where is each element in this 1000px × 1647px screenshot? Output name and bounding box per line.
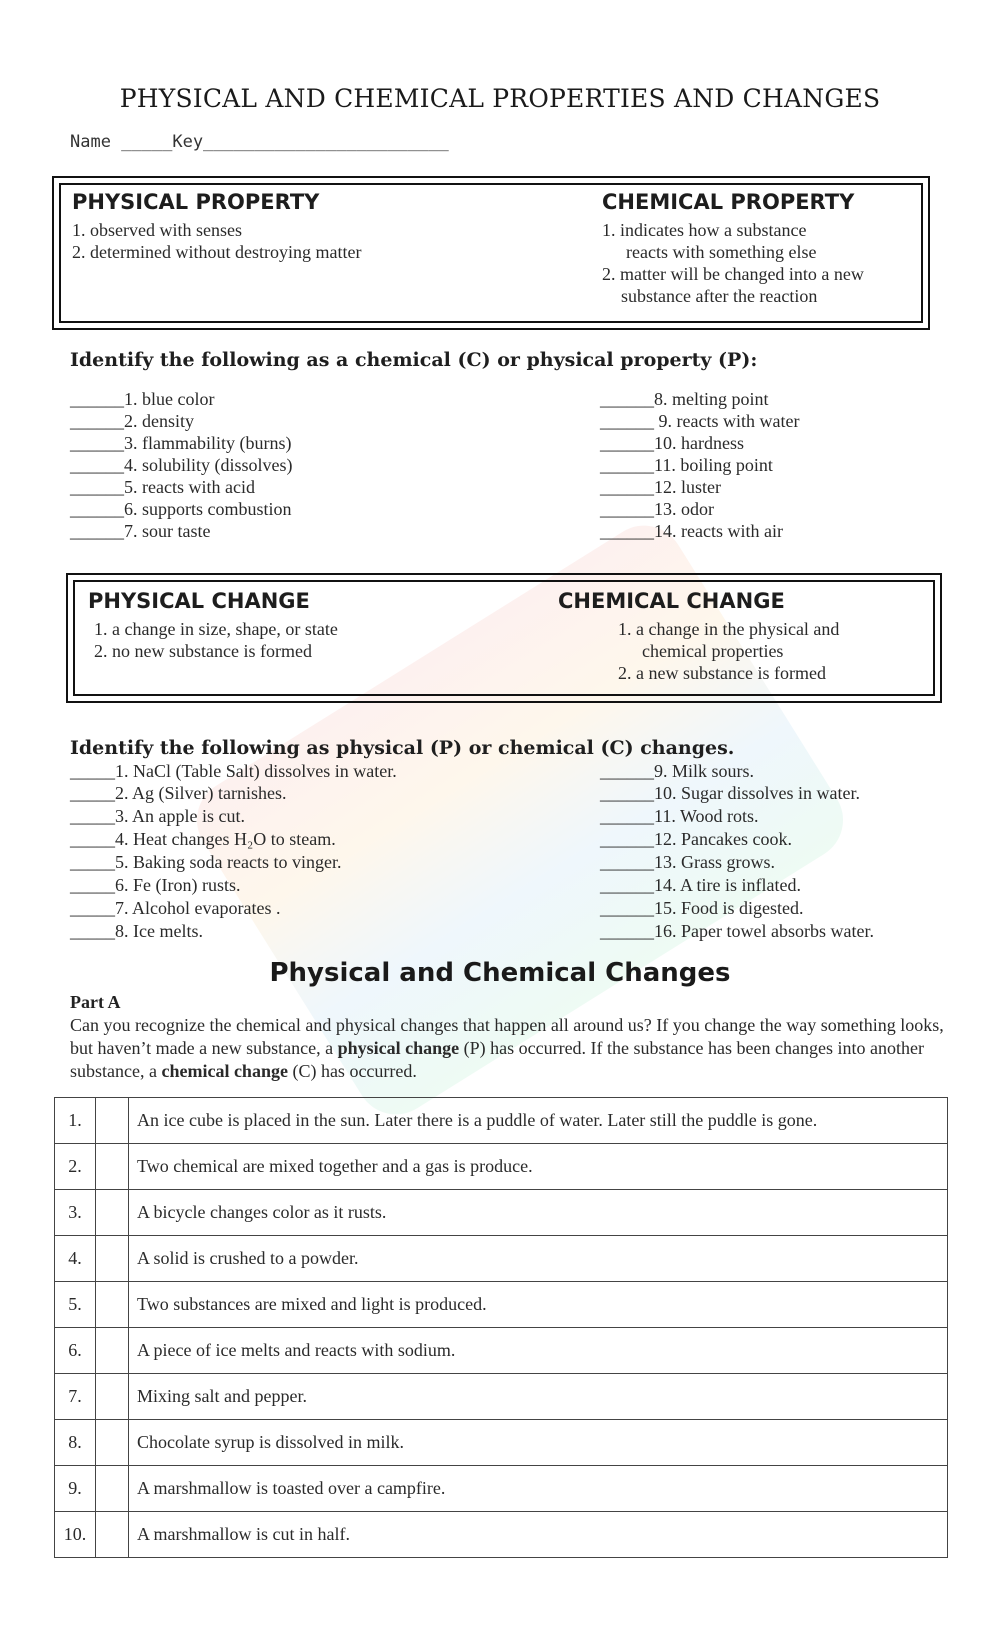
table-row [55,1236,948,1282]
physical-property-line: 2. determined without destroying matter [72,242,362,262]
table-row [55,1282,948,1328]
row-number: 9. [55,1466,96,1512]
row-text: An ice cube is placed in the sun. Later there is a puddle of water. Later still the puddle is gone. [129,1098,948,1144]
row-text: A bicycle changes color as it rusts. [129,1190,948,1236]
physical-property-heading: PHYSICAL PROPERTY [72,190,320,214]
chemical-change-term: chemical change [161,1061,288,1081]
part-a-table [54,1097,948,1558]
chemical-change-line: chemical properties [642,641,784,661]
row-number: 3. [55,1190,96,1236]
row-text: A solid is crushed to a powder. [129,1236,948,1282]
chemical-property-line: reacts with something else [626,242,817,262]
row-number: 8. [55,1420,96,1466]
list-item: ______16. Paper towel absorbs water. [600,921,874,941]
answer-cell[interactable] [96,1236,129,1282]
row-number: 7. [55,1374,96,1420]
list-item: ______12. luster [600,477,721,497]
list-item: _____4. Heat changes H₂O to steam. [70,829,336,849]
list-item: ______8. melting point [600,389,769,409]
instructions-text: (P) has occurred. If the substance has been changes into another substance, a [70,1038,924,1081]
row-number: 6. [55,1328,96,1374]
list-item: ______13. Grass grows. [600,852,775,872]
chemical-change-heading: CHEMICAL CHANGE [558,589,785,613]
chemical-property-line: substance after the reaction [621,286,818,306]
page-title: PHYSICAL AND CHEMICAL PROPERTIES AND CHANGES [119,84,881,113]
part-a-title: Physical and Chemical Changes [269,958,731,988]
row-number: 2. [55,1144,96,1190]
list-item: ______9. Milk sours. [600,761,755,781]
list-item: ______11. boiling point [600,455,773,475]
list-item: ______6. supports combustion [70,499,292,519]
property-definitions-box [52,176,930,330]
table-row [55,1420,948,1466]
list-item: _____1. NaCl (Table Salt) dissolves in water. [70,761,397,781]
answer-cell[interactable] [96,1328,129,1374]
physical-property-line: 1. observed with senses [72,220,242,240]
chemical-change-line: 2. a new substance is formed [618,663,826,683]
row-text: Two chemical are mixed together and a gas is produce. [129,1144,948,1190]
list-item: ______10. Sugar dissolves in water. [600,783,860,803]
chemical-property-line: 1. indicates how a substance [602,220,807,240]
chemical-property-heading: CHEMICAL PROPERTY [602,190,855,214]
row-text: A marshmallow is toasted over a campfire. [129,1466,948,1512]
answer-cell[interactable] [96,1466,129,1512]
list-item: _____5. Baking soda reacts to vinger. [70,852,342,872]
list-item: _____6. Fe (Iron) rusts. [70,875,241,895]
list-item: ______1. blue color [70,389,215,409]
list-item: ______7. sour taste [70,521,211,541]
row-number: 4. [55,1236,96,1282]
list-item: ______13. odor [600,499,714,519]
chemical-property-line: 2. matter will be changed into a new [602,264,864,284]
row-text: Mixing salt and pepper. [129,1374,948,1420]
list-item: ______12. Pancakes cook. [600,829,792,849]
row-text: Chocolate syrup is dissolved in milk. [129,1420,948,1466]
list-item: _____7. Alcohol evaporates . [70,898,281,918]
table-row [55,1190,948,1236]
physical-change-line: 1. a change in size, shape, or state [94,619,338,639]
table-row [55,1098,948,1144]
list-item: _____3. An apple is cut. [70,806,245,826]
list-item: _____8. Ice melts. [70,921,203,941]
list-item: ______3. flammability (burns) [70,433,292,453]
list-item: ______14. reacts with air [600,521,783,541]
instructions-text: Can you recognize the chemical and physical changes that happen all around us? If you change the way something looks, but haven’t made a new substance, a [70,1015,944,1058]
physical-change-heading: PHYSICAL CHANGE [88,589,310,613]
answer-cell[interactable] [96,1282,129,1328]
list-item: ______10. hardness [600,433,744,453]
list-item: ______5. reacts with acid [70,477,255,497]
physical-change-line: 2. no new substance is formed [94,641,312,661]
chemical-change-line: 1. a change in the physical and [618,619,840,639]
answer-cell[interactable] [96,1144,129,1190]
physical-change-term: physical change [337,1038,460,1058]
list-item: ______11. Wood rots. [600,806,759,826]
part-a-instructions [70,1014,950,1083]
name-line: Name _____Key________________________ [70,132,449,152]
instructions-text: (C) has occurred. [287,1061,417,1081]
list-item: ______4. solubility (dissolves) [70,455,293,475]
list-item: ______ 9. reacts with water [600,411,800,431]
row-text: Two substances are mixed and light is produced. [129,1282,948,1328]
row-text: A piece of ice melts and reacts with sodium. [129,1328,948,1374]
list-item: ______2. density [70,411,194,431]
answer-cell[interactable] [96,1098,129,1144]
answer-cell[interactable] [96,1420,129,1466]
table-row [55,1466,948,1512]
section1-heading: Identify the following as a chemical (C) or physical property (P): [70,349,758,371]
table-row [55,1328,948,1374]
section2-heading: Identify the following as physical (P) or chemical (C) changes. [70,737,735,759]
answer-cell[interactable] [96,1190,129,1236]
answer-cell[interactable] [96,1512,129,1558]
table-row [55,1512,948,1558]
row-number: 1. [55,1098,96,1144]
table-row [55,1374,948,1420]
answer-cell[interactable] [96,1374,129,1420]
row-number: 10. [55,1512,96,1558]
list-item: _____2. Ag (Silver) tarnishes. [70,783,287,803]
part-a-label: Part A [70,992,121,1012]
row-text: A marshmallow is cut in half. [129,1512,948,1558]
change-definitions-box [66,573,942,703]
list-item: ______15. Food is digested. [600,898,804,918]
table-row [55,1144,948,1190]
list-item: ______14. A tire is inflated. [600,875,801,895]
row-number: 5. [55,1282,96,1328]
